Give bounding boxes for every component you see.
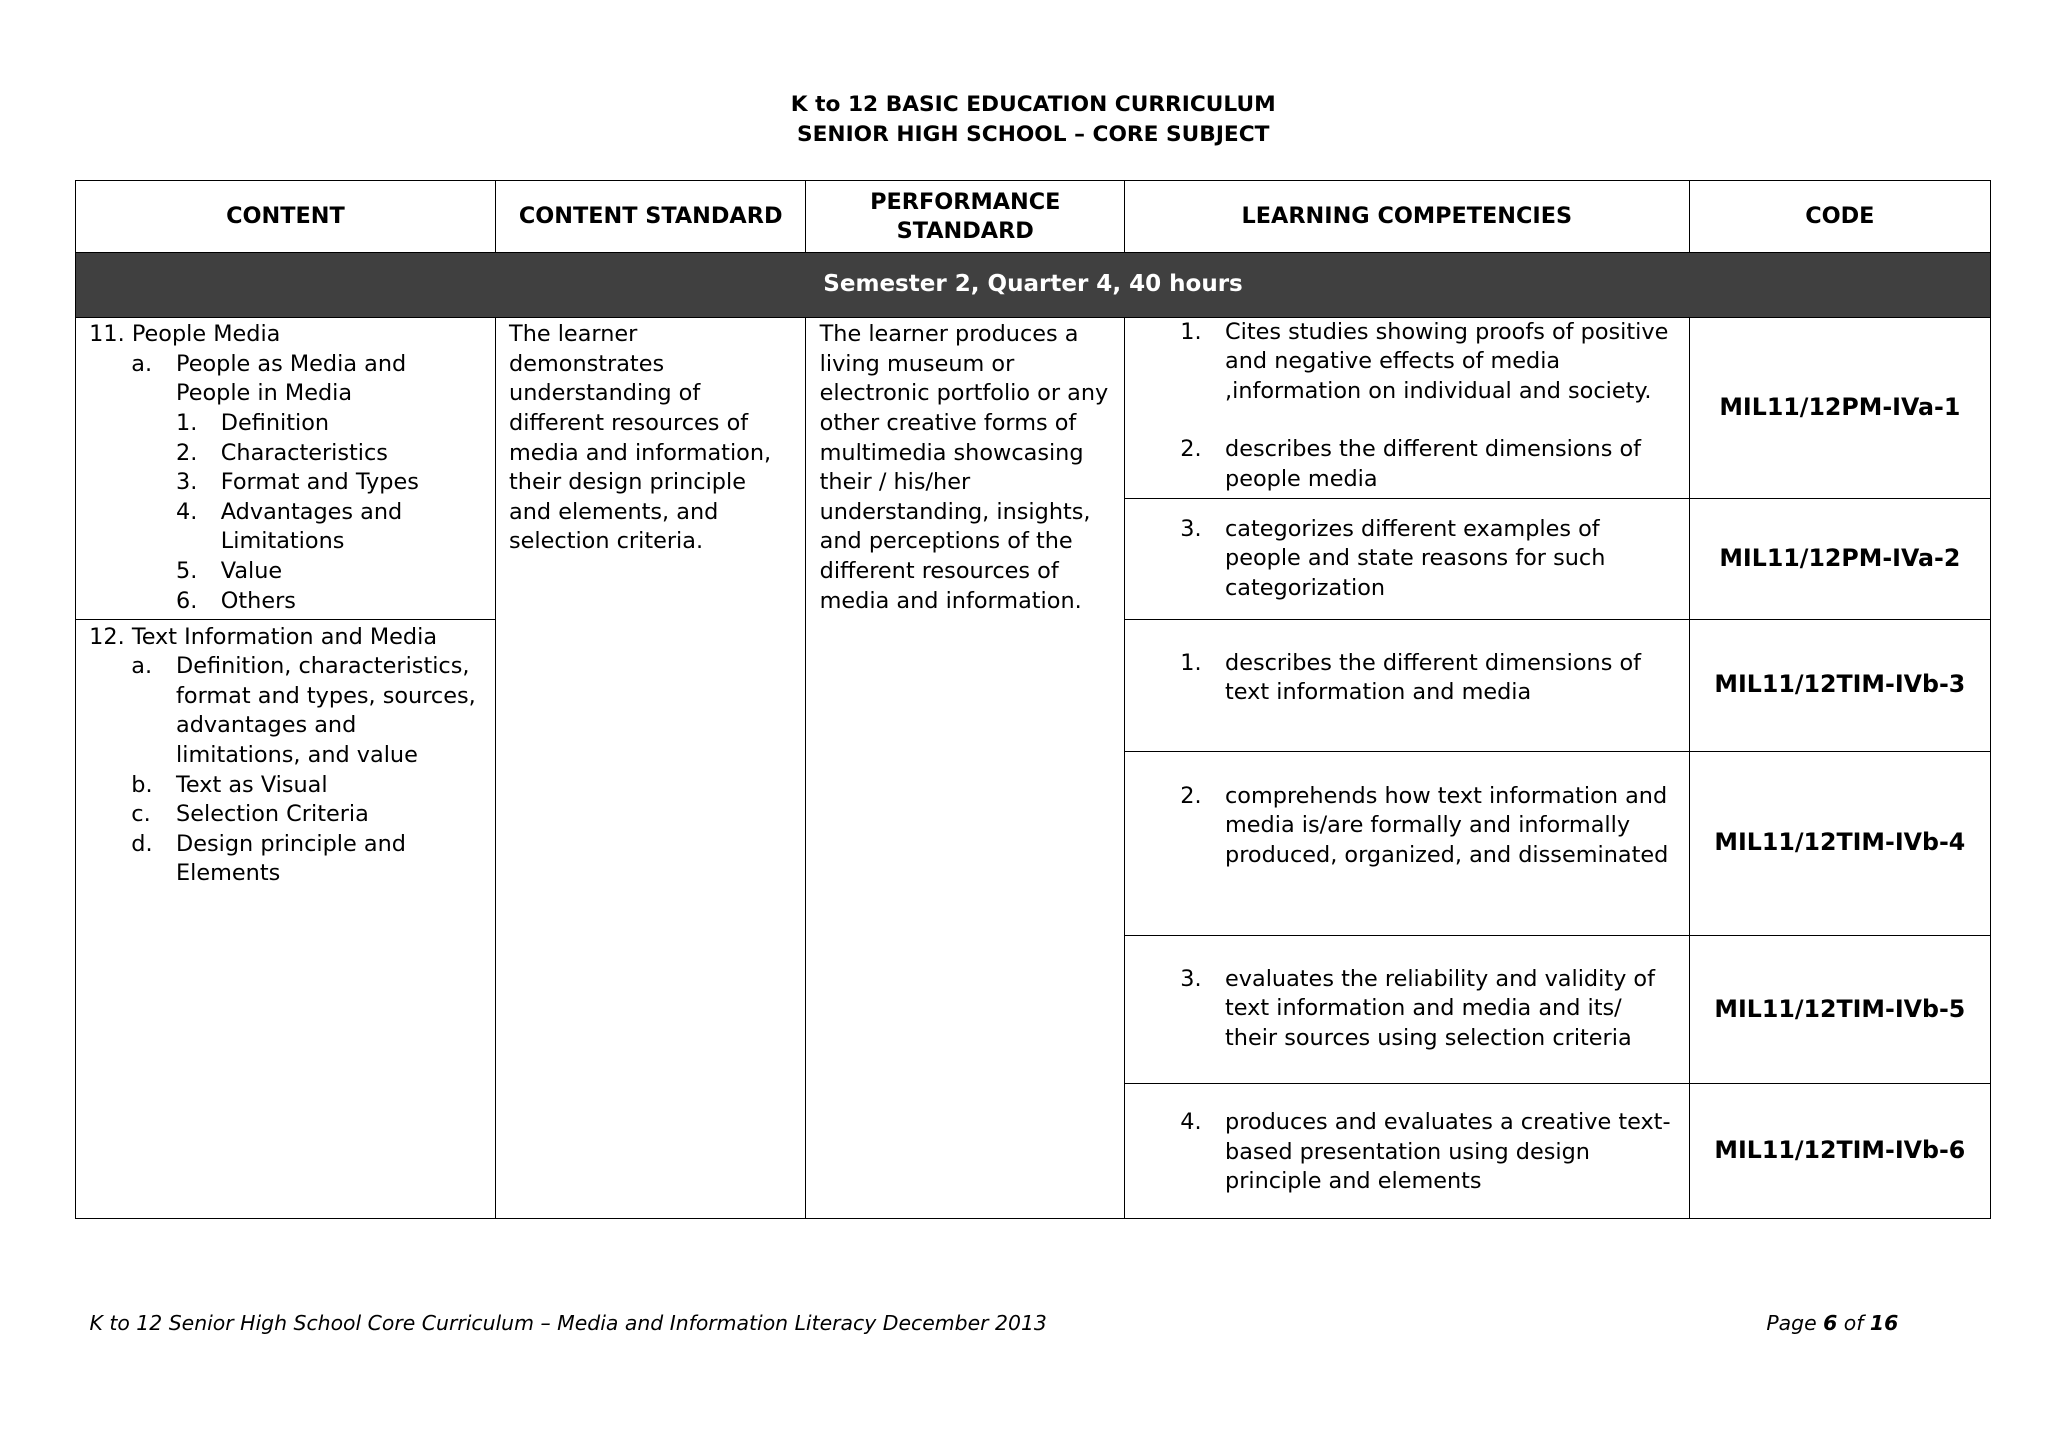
table-row bbox=[76, 317, 1991, 499]
list-marker: 5. bbox=[176, 558, 198, 585]
competency-text: Cites studies showing proofs of positive and negative effects of media ,information on individual and society. bbox=[1225, 318, 1669, 404]
competency-cell bbox=[1125, 499, 1690, 620]
content-standard-text: The learner demonstrates understanding of different resources of media and information, their design principle and elements, and selection criteria. bbox=[509, 321, 772, 555]
code-cell: MIL11/12PM-IVa-1 bbox=[1689, 317, 1990, 499]
list-marker: 4. bbox=[176, 498, 198, 525]
code-cell: MIL11/12PM-IVa-2 bbox=[1689, 499, 1990, 620]
document-header bbox=[0, 90, 2048, 151]
competency-text: describes the different dimensions of text information and media bbox=[1225, 649, 1642, 706]
footer-page-number bbox=[1766, 1311, 1898, 1335]
list-text: Format and Types bbox=[220, 469, 419, 496]
competency-item bbox=[1125, 649, 1689, 708]
competency-text: evaluates the reliability and validity of text information and media and its/ their sources using selection criteria bbox=[1225, 965, 1655, 1051]
list-marker: 2. bbox=[1180, 436, 1202, 463]
list-marker: 6. bbox=[176, 587, 198, 614]
list-text: Definition bbox=[220, 410, 330, 436]
col-header-content: CONTENT bbox=[76, 181, 496, 253]
list-text: Advantages and Limitations bbox=[220, 498, 403, 555]
page-current: 6 bbox=[1823, 1310, 1838, 1335]
list-item bbox=[89, 409, 484, 439]
competency-item bbox=[1125, 965, 1689, 1054]
list-marker: 3. bbox=[1180, 965, 1202, 992]
list-marker: 3. bbox=[176, 469, 198, 496]
content-people-media bbox=[76, 317, 496, 619]
list-item bbox=[89, 350, 484, 409]
content-text-media bbox=[76, 619, 496, 1218]
competency-text: produces and evaluates a creative text-based presentation using design principle and elements bbox=[1225, 1109, 1671, 1195]
competency-item bbox=[1125, 782, 1689, 871]
page-prefix: Page bbox=[1766, 1310, 1817, 1335]
semester-row bbox=[76, 253, 1991, 317]
list-text: Selection Criteria bbox=[176, 801, 369, 828]
col-header-code: CODE bbox=[1689, 181, 1990, 253]
code-cell: MIL11/12TIM-IVb-5 bbox=[1689, 935, 1990, 1084]
list-marker: 1. bbox=[176, 410, 198, 436]
list-text: Definition, characteristics, format and types, sources, advantages and limitations, and value bbox=[176, 653, 476, 768]
table-header-row bbox=[76, 181, 1991, 253]
list-text: Others bbox=[220, 587, 296, 614]
footer-document-title: K to 12 Senior High School Core Curriculum – Media and Information Literacy December 2013 bbox=[89, 1310, 1047, 1335]
competency-item bbox=[1125, 1108, 1689, 1197]
list-item bbox=[89, 652, 484, 770]
list-marker: 1. bbox=[1180, 649, 1202, 676]
list-text: Characteristics bbox=[220, 439, 388, 466]
performance-standard-text: The learner produces a living museum or electronic portfolio or any other creative forms of multimedia showcasing their / his/her understanding, insights, and perceptions of the different resources of media and information. bbox=[819, 321, 1109, 614]
competency-item bbox=[1125, 318, 1689, 407]
list-marker: c. bbox=[131, 801, 151, 828]
competency-text: comprehends how text information and media is/are formally and informally produced, organized, and disseminated bbox=[1225, 782, 1669, 868]
competency-cell bbox=[1125, 935, 1690, 1084]
list-marker: 2. bbox=[1180, 782, 1202, 809]
list-marker: 2. bbox=[176, 439, 198, 466]
page-of: of bbox=[1843, 1310, 1864, 1335]
list-text: Design principle and Elements bbox=[176, 830, 406, 887]
list-marker: 1. bbox=[1180, 318, 1202, 345]
competency-cell bbox=[1125, 1084, 1690, 1218]
list-marker: a. bbox=[131, 350, 153, 377]
list-marker: 3. bbox=[1180, 515, 1202, 542]
list-item bbox=[89, 557, 484, 587]
list-item bbox=[89, 439, 484, 469]
list-item bbox=[89, 800, 484, 830]
list-marker: a. bbox=[131, 653, 153, 680]
content-heading: 12. Text Information and Media bbox=[89, 623, 438, 650]
list-item bbox=[89, 771, 484, 801]
list-item bbox=[89, 468, 484, 498]
page-total: 16 bbox=[1869, 1310, 1899, 1335]
content-standard-cell bbox=[495, 317, 806, 1218]
list-item bbox=[89, 830, 484, 889]
competency-cell bbox=[1125, 751, 1690, 935]
col-header-content-standard: CONTENT STANDARD bbox=[495, 181, 806, 253]
competency-text: categorizes different examples of people and state reasons for such categorization bbox=[1225, 515, 1606, 601]
curriculum-table bbox=[75, 180, 1991, 1218]
list-text: People as Media and People in Media bbox=[176, 350, 407, 407]
header-line-2: SENIOR HIGH SCHOOL – CORE SUBJECT bbox=[796, 121, 1270, 147]
header-line-1: K to 12 BASIC EDUCATION CURRICULUM bbox=[790, 91, 1276, 117]
performance-standard-cell bbox=[806, 317, 1125, 1218]
code-cell: MIL11/12TIM-IVb-4 bbox=[1689, 751, 1990, 935]
list-item bbox=[89, 587, 484, 617]
competency-item bbox=[1125, 515, 1689, 604]
list-item bbox=[89, 498, 484, 557]
col-header-performance-standard: PERFORMANCE STANDARD bbox=[806, 181, 1125, 253]
code-cell: MIL11/12TIM-IVb-3 bbox=[1689, 619, 1990, 751]
semester-label: Semester 2, Quarter 4, 40 hours bbox=[76, 253, 1991, 317]
competency-cell bbox=[1125, 317, 1690, 499]
competency-cell bbox=[1125, 619, 1690, 751]
list-marker: 4. bbox=[1180, 1109, 1202, 1136]
code-cell: MIL11/12TIM-IVb-6 bbox=[1689, 1084, 1990, 1218]
competency-text: describes the different dimensions of people media bbox=[1225, 436, 1642, 492]
list-marker: b. bbox=[131, 771, 153, 798]
content-heading: 11. People Media bbox=[89, 321, 281, 348]
list-marker: d. bbox=[131, 830, 153, 857]
list-text: Text as Visual bbox=[176, 771, 328, 798]
competency-item bbox=[1125, 435, 1689, 494]
list-text: Value bbox=[220, 558, 283, 585]
col-header-learning-competencies: LEARNING COMPETENCIES bbox=[1125, 181, 1690, 253]
